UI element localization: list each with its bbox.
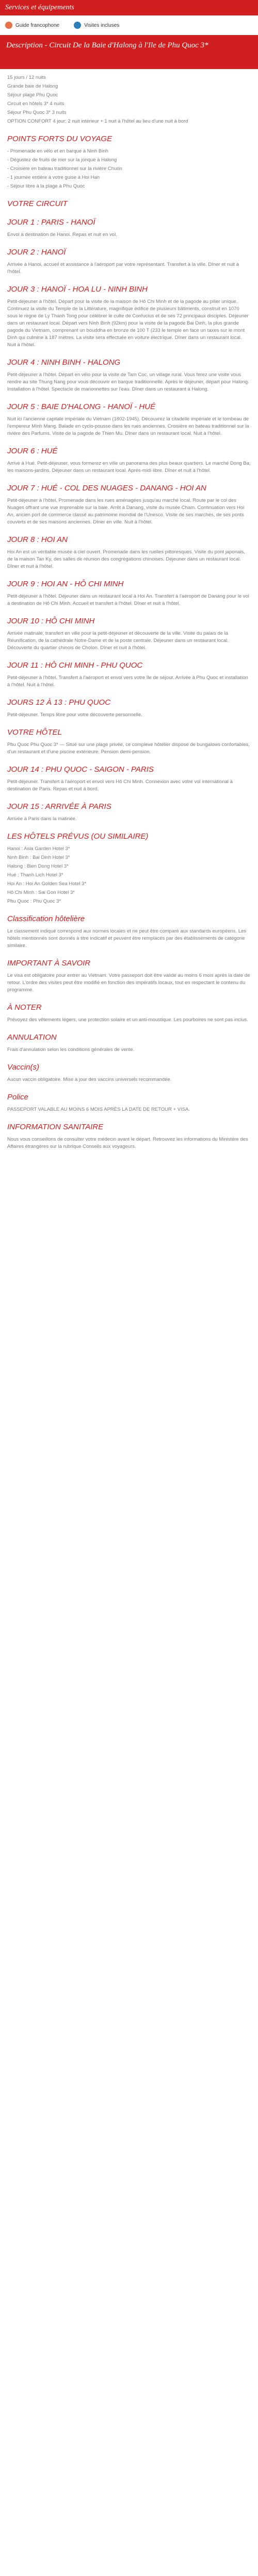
day-title: JOUR 9 : HOI AN - HÔ CHI MINH (7, 580, 124, 588)
hotel-section (7, 728, 251, 756)
point-item: - Dégustez de fruits de mer sur la jonque à Halong (7, 157, 117, 163)
hotel-line: Hué : Thanh Lich Hotel 3* (7, 872, 63, 878)
day-11 (7, 661, 251, 689)
intro-line: OPTION CONFORT 4 jour: 2 nuit intérieur + 1 nuit à l'hôtel au lieu d'une nuit à bord (7, 118, 188, 124)
day-text: Arrivée matinale, transfert en ville pour la petit-déjeuner et découverte de la ville. Visite du palais de la Réunification, de la cathédrale Notre-Dame et de la poste centrale. Déjeuner dans un restaurant local. Découverte du quartier chinois de Cholon. Dîner et nuit à l'hôtel. (7, 631, 229, 651)
description-banner (0, 35, 258, 69)
day-text: Hoi An est un véritable musée à ciel ouvert. Promenade dans les ruelles pittoresques. Visite du pont japonais, de la maison Tan Ky, des salles de réunion des congrégations chinoises. Déjeuner dans un restaurant local. Dîner et nuit à l'hôtel. (7, 549, 245, 569)
guide-icon (5, 22, 12, 29)
day-text: Petit-déjeuner. Temps libre pour votre découverte personnelle. (7, 712, 142, 718)
day-title: JOUR 14 : PHU QUOC - SAIGON - PARIS (7, 765, 154, 774)
police-text: PASSEPORT VALABLE AU MOINS 6 MOIS APRÈS LA DATE DE RETOUR + VISA. (7, 1107, 190, 1112)
classif-title: Classification hôtelière (7, 914, 85, 923)
badge-visits (74, 22, 119, 29)
day-text: Petit-déjeuner à l'hôtel. Départ en vélo pour la visite de Tam Coc, un village rural. Vous ferez une visite vous rendre au site Thung Nang pour vous découvrir en barque traditionnelle. Après le déjeuner, départ pour Halong. Installation à l'hôtel. Spectacle de marionnettes sur l'eau. Dîner dans un restaurant à Halong. (7, 372, 249, 392)
info-title: INFORMATION SANITAIRE (7, 1123, 104, 1131)
day-title: JOUR 8 : HOI AN (7, 535, 68, 544)
point-item: - Croisière en bateau traditionnel sur la rivière Chuon (7, 166, 122, 172)
vaccin-text: Aucun vaccin obligatoire. Mise à jour des vaccins universels recommandée. (7, 1077, 172, 1082)
day-text: Petit-déjeuner à l'hôtel. Départ pour la visite de la maison de Hô Chi Minh et de la pagode au pilier unique. Continuez la visite du Temple de la Littérature, magnifique édifice de plusieurs bâtiments, construit en 1070 sous le règne de Ly Thanh Tong pour célébrer le culte de Confucius et de ses 72 principaux disciples. Déjeuner dans un restaurant local. Départ vers Ninh Binh (92km) pour la visite de la pagode Bai Dinh, la plus grande pagode du Vietnam, comprenant un bouddha en bronze de 100 T (233 le temple en face un taxes sur le mont Dinh qui culmine à 187 mètres. La visite sera effectuée en voiture électrique. Dîner dans un restaurant local. Nuit à l'hôtel. (7, 299, 249, 348)
point-item: - 1 journée entière à votre guise à Hoi Han (7, 175, 100, 180)
annulation-title: ANNULATION (7, 1033, 57, 1042)
day-title: JOUR 4 : NINH BINH - HALONG (7, 358, 121, 367)
day-title: JOUR 10 : HÔ CHI MINH (7, 617, 95, 625)
point-item: - Promenade en vélo et en barque à Ninh Binh (7, 148, 108, 154)
day-title: JOUR 11 : HÔ CHI MINH - PHU QUOC (7, 661, 143, 670)
description-title: Description - Circuit De la Baie d'Halong à l'Ile de Phu Quoc 3* (6, 41, 208, 49)
badge-visits-label: Visites incluses (84, 22, 120, 28)
badges-row (0, 15, 258, 35)
day-4 (7, 358, 251, 393)
hotel-line: Phu Quoc : Phu Quoc 3* (7, 899, 61, 904)
day-text: Envol à destination de Hanoi. Repas et nuit en vol. (7, 232, 117, 238)
intro-line: Grande baie de Halong (7, 83, 58, 89)
hotel-line: Hô Chi Minh : Sai Gon Hotel 3* (7, 890, 75, 895)
intro-line: Circuit en hôtels 3* 4 nuits (7, 101, 64, 107)
day-title: JOUR 6 : HUÉ (7, 447, 58, 455)
day-text: Nuit ici l'ancienne capitale impériale du Vietnam (1802-1945). Découvrez la citadelle impériale et le tombeau de l'empereur Minh Mang. Balade en cyclo-pousse dans les rues anciennes. Croisière en bateau traditionnel sur la rivière des Parfums. Visite de la pagode de Thien Mu. Dîner dans un restaurant local. Nuit à l'hôtel. (7, 416, 249, 436)
services-header (0, 0, 258, 15)
intro-line: 15 jours / 12 nuits (7, 75, 46, 80)
note-text: Prévoyez des vêtements légers, une protection solaire et un anti-moustique. Les pourboires ne sont pas inclus. (7, 1017, 248, 1023)
day-text: Phu Quoc Phu Quoc 3* — Situé sur une plage privée, ce complexe hôtelier dispose de bungalows confortables, d'un restaurant et d'une piscine extérieure. Pension demi-pension. (7, 742, 250, 755)
day-title: VOTRE HÔTEL (7, 728, 62, 737)
circuit-title: VOTRE CIRCUIT (7, 199, 68, 208)
day-text: Arrivée à Hanoi, accueil et assistance à l'aéroport par votre représentant. Transfert à la ville. Dîner et nuit à l'hôtel. (7, 262, 239, 275)
day-title: JOUR 7 : HUÉ - COL DES NUAGES - DANANG - HOI AN (7, 484, 206, 493)
day-title: JOURS 12 À 13 : PHU QUOC (7, 698, 111, 707)
police-title: Police (7, 1093, 28, 1101)
day-title: JOUR 15 : ARRIVÉE À PARIS (7, 802, 111, 811)
annulation-text: Frais d'annulation selon les conditions générales de vente. (7, 1047, 135, 1053)
hotel-line: Halong : Bien Dong Hotel 3* (7, 863, 69, 869)
day-title: JOUR 5 : BAIE D'HALONG - HANOÏ - HUÉ (7, 402, 156, 411)
day-6 (7, 447, 251, 474)
day-3 (7, 285, 251, 349)
page (0, 0, 258, 1157)
services-title: Services et équipements (5, 4, 74, 11)
day-14 (7, 765, 251, 793)
visits-icon (74, 22, 81, 29)
day-8 (7, 535, 251, 570)
day-title: JOUR 2 : HANOÏ (7, 248, 66, 257)
day-10 (7, 617, 251, 652)
classif-text: Le classement indiqué correspond aux normes locales et ne peut être comparé aux standards européens. Les hôtels mentionnés sont donnés à titre indicatif et peuvent être remplacés par des établissements de catégorie similaire. (7, 928, 247, 948)
vaccin-title: Vaccin(s) (7, 1063, 39, 1072)
day-title: JOUR 3 : HANOÏ - HOA LU - NINH BINH (7, 285, 148, 294)
points-title: POINTS FORTS DU VOYAGE (7, 134, 112, 143)
day-title: JOUR 1 : PARIS - HANOÏ (7, 218, 95, 227)
day-text: Arrivé à Hué. Petit-déjeuner, vous formerez en ville un panorama des plus beaux quartiers. Le marché Dong Ba, les maisons-jardins. Déjeuner dans un restaurant local. Après-midi libre. Dîner et nuit à l'hôtel. (7, 461, 251, 473)
day-text: Petit-déjeuner à l'hôtel. Déjeuner dans un restaurant local à Hoi An. Transfert à l'aéroport de Danang pour le vol à destination de Hô Chi Minh. Accueil et transfert à l'hôtel. Dîner et nuit à l'hôtel. (7, 594, 249, 606)
day-7 (7, 484, 251, 526)
hotel-line: Hoi An : Hoi An Golden Sea Hotel 3* (7, 881, 87, 887)
important-title: IMPORTANT À SAVOIR (7, 959, 91, 968)
day-1 (7, 218, 251, 239)
day-text: Petit-déjeuner à l'hôtel. Transfert à l'aéroport et envol vers votre île de séjour. Arrivée à Phu Quoc et installation à l'hôtel. Nuit à l'hôtel. (7, 675, 248, 688)
day-9 (7, 580, 251, 607)
note-title: À NOTER (7, 1003, 42, 1012)
important-text: Le visa est obligatoire pour entrer au Vietnam. Votre passeport doit être valide au moins 6 mois après la date de retour. L'ordre des visites peut être modifié en fonction des impératifs locaux, tout en respectant le contenu du programme. (7, 973, 250, 993)
badge-guide (5, 22, 59, 29)
intro-line: Séjour Phu Quoc 3* 3 nuits (7, 110, 67, 115)
hotels-title: LES HÔTELS PRÉVUS (OU SIMILAIRE) (7, 832, 149, 841)
day-text: Petit-déjeuner à l'hôtel. Promenade dans les rues aménagées jusqu'au marché local. Route par le col des Nuages offrant une vue imprenable sur la baie. Arrêt à Danang, visite du musée Cham. Continuation vers Hoi An, ancien port de commerce classé au patrimoine mondial de l'Unesco. Visite de ses marchés, de ses ponts couverts et de ses maisons anciennes. Dîner en ville. Nuit à l'hôtel. (7, 498, 245, 525)
point-item: - Séjour libre à la plage à Phu Quoc (7, 183, 85, 189)
content (0, 69, 258, 1157)
day-15 (7, 802, 251, 823)
day-2 (7, 248, 251, 276)
day-5 (7, 402, 251, 437)
info-text: Nous vous conseillons de consulter votre médecin avant le départ. Retrouvez les informations du Ministère des Affaires étrangères sur la rubrique Conseils aux voyageurs. (7, 1137, 248, 1149)
day-text: Petit-déjeuner. Transfert à l'aéroport et envol vers Hô Chi Minh. Connexion avec votre vol international à destination de Paris. Repas et nuit à bord. (7, 779, 233, 792)
hotel-line: Hanoi : Asia Garden Hotel 3* (7, 846, 70, 852)
day-12-13 (7, 698, 251, 719)
badge-guide-label: Guide francophone (15, 22, 60, 28)
intro-line: Séjour plage Phu Quoc (7, 92, 58, 98)
hotel-line: Ninh Binh : Bai Dinh Hotel 3* (7, 855, 70, 860)
day-text: Arrivée à Paris dans la matinée. (7, 816, 77, 822)
